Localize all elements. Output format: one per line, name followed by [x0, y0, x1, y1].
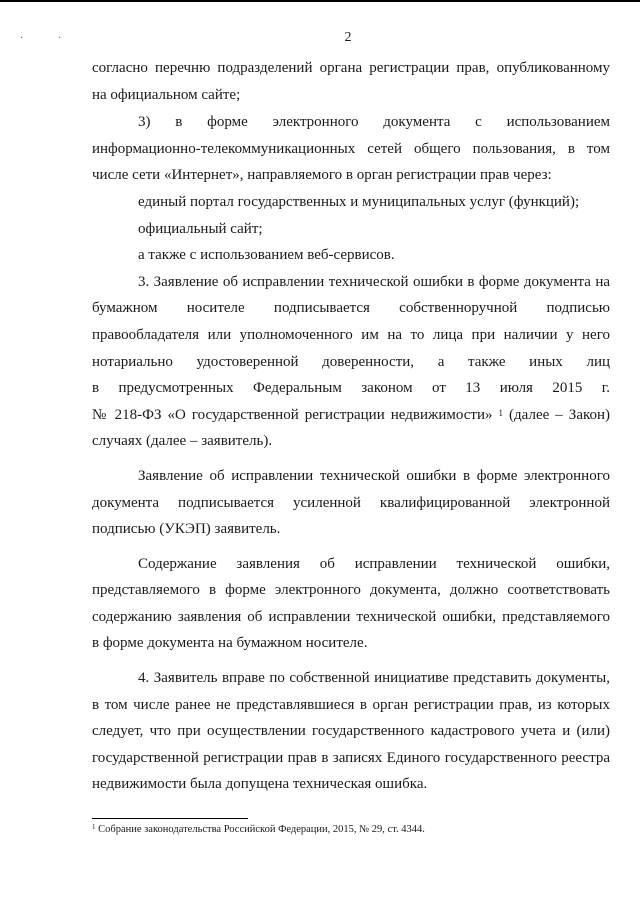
text-line: единый портал государственных и муниципальных услуг (функций); [138, 193, 580, 210]
text-line: документа подписывается усиленной квалифицированной электронной [92, 494, 610, 511]
text-line: государственной регистрации прав в записях Единого государственного реестра [92, 749, 610, 766]
text-line: 4. Заявитель вправе по собственной инициативе представить документы, [138, 670, 610, 687]
text-line: 3) в форме электронного документа с использованием [138, 114, 610, 131]
text-line: бумажном носителе подписывается собственноручной подписью [92, 300, 610, 317]
text-line: на официальном сайте; [92, 86, 241, 103]
text-line: представляемого в форме электронного документа, должно соответствовать [92, 582, 610, 599]
text-line: числе сети «Интернет», направляемого в орган регистрации прав через: [92, 167, 552, 184]
scan-artifact-dot: · [58, 33, 62, 44]
text-line: случаях (далее – заявитель). [92, 433, 273, 450]
law-abbreviation: (далее – Закон) [509, 406, 611, 423]
page-number: 2 [344, 30, 352, 45]
text-line: подписью (УКЭП) заявитель. [92, 521, 281, 538]
footnote-number: 1 [92, 823, 96, 831]
text-line: а также с использованием веб-сервисов. [138, 247, 395, 264]
footnote-text: Собрание законодательства Российской Федерации, 2015, № 29, ст. 4344. [98, 824, 425, 835]
text-line: официальный сайт; [138, 220, 263, 237]
text-line: правообладателя или уполномоченного им на то лица при наличии у него [92, 326, 610, 343]
text-line: согласно перечню подразделений органа регистрации прав, опубликованному [92, 60, 610, 76]
text-line: Содержание заявления об исправлении технической ошибки, [138, 555, 610, 572]
text-line: в предусмотренных Федеральным законом от 13 июля 2015 г. [92, 380, 610, 397]
footnote [92, 824, 425, 835]
text-line: в том числе ранее не представлявшиеся в орган регистрации прав, из которых [92, 696, 610, 713]
text-line: в форме документа на бумажном носителе. [92, 635, 368, 652]
law-reference: № 218-ФЗ «О государственной регистрации недвижимости» [92, 406, 493, 423]
document-body [92, 55, 610, 798]
text-line: Заявление об исправлении технической ошибки в форме электронного [138, 467, 610, 484]
text-line: нотариально удостоверенной доверенности, а также иных лиц [92, 353, 610, 370]
scan-top-border [0, 0, 640, 2]
text-line: содержанию заявления об исправлении технической ошибки, представляемого [92, 608, 610, 625]
footnote-marker: 1 [498, 407, 504, 418]
text-line: 3. Заявление об исправлении технической ошибки в форме документа на [138, 273, 610, 290]
text-line: информационно-телекоммуникационных сетей общего пользования, в том [92, 140, 610, 157]
text-line: недвижимости была допущена техническая ошибка. [92, 776, 428, 793]
footnote-separator [92, 818, 248, 819]
text-line [92, 402, 610, 429]
text-line: следует, что при осуществлении государственного кадастрового учета и (или) [92, 723, 610, 740]
scan-artifact-dot: · [20, 33, 24, 44]
